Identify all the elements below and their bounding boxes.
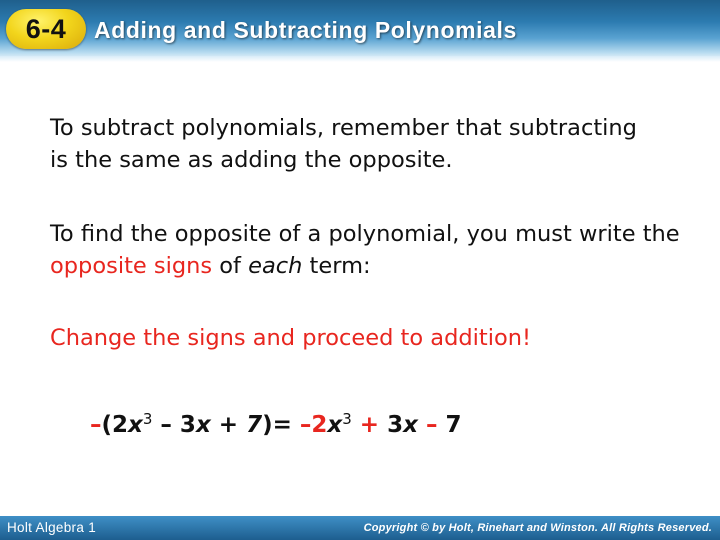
result-neg-two: –2	[299, 412, 328, 438]
lesson-number: 6-4	[25, 13, 67, 44]
negation-sign: –	[90, 412, 102, 438]
eq-part: 3	[379, 412, 404, 438]
footer-copyright: Copyright © by Holt, Rinehart and Winston. All Rights Reserved.	[363, 522, 712, 534]
header-fade	[0, 56, 720, 62]
exponent: 3	[342, 410, 352, 428]
constant-seven: 7	[246, 412, 263, 438]
eq-part: (2	[101, 412, 129, 438]
paragraph-subtract-rule: To subtract polynomials, remember that subtracting is the same as adding the opposite.	[50, 115, 637, 173]
paragraph-opposite-rule	[50, 218, 700, 282]
emphasis-each: each	[248, 253, 303, 279]
exponent: 3	[142, 410, 153, 428]
lesson-badge	[6, 9, 86, 49]
eq-part: )=	[262, 412, 300, 438]
result-minus-sign: –	[417, 412, 438, 438]
paragraph-text: term:	[302, 253, 371, 279]
paragraph-text: To find the opposite of a polynomial, you must write the	[50, 221, 680, 247]
slide-header	[0, 0, 720, 62]
variable-x: x	[403, 412, 418, 438]
slide-content	[50, 112, 700, 354]
result-plus-sign: +	[351, 412, 380, 438]
eq-part: +	[210, 412, 247, 438]
variable-x: x	[195, 412, 211, 438]
paragraph-text: of	[212, 253, 249, 279]
eq-part: 7	[437, 412, 462, 438]
slide-footer	[0, 516, 720, 540]
example-equation	[90, 408, 461, 442]
variable-x: x	[327, 412, 343, 438]
variable-x: x	[128, 412, 143, 438]
eq-part: – 3	[152, 412, 196, 438]
slide-title: Adding and Subtracting Polynomials	[94, 17, 517, 43]
footer-book-title: Holt Algebra 1	[7, 520, 97, 535]
instruction-text: Change the signs and proceed to addition!	[50, 325, 532, 351]
highlight-opposite-signs: opposite signs	[50, 253, 213, 279]
